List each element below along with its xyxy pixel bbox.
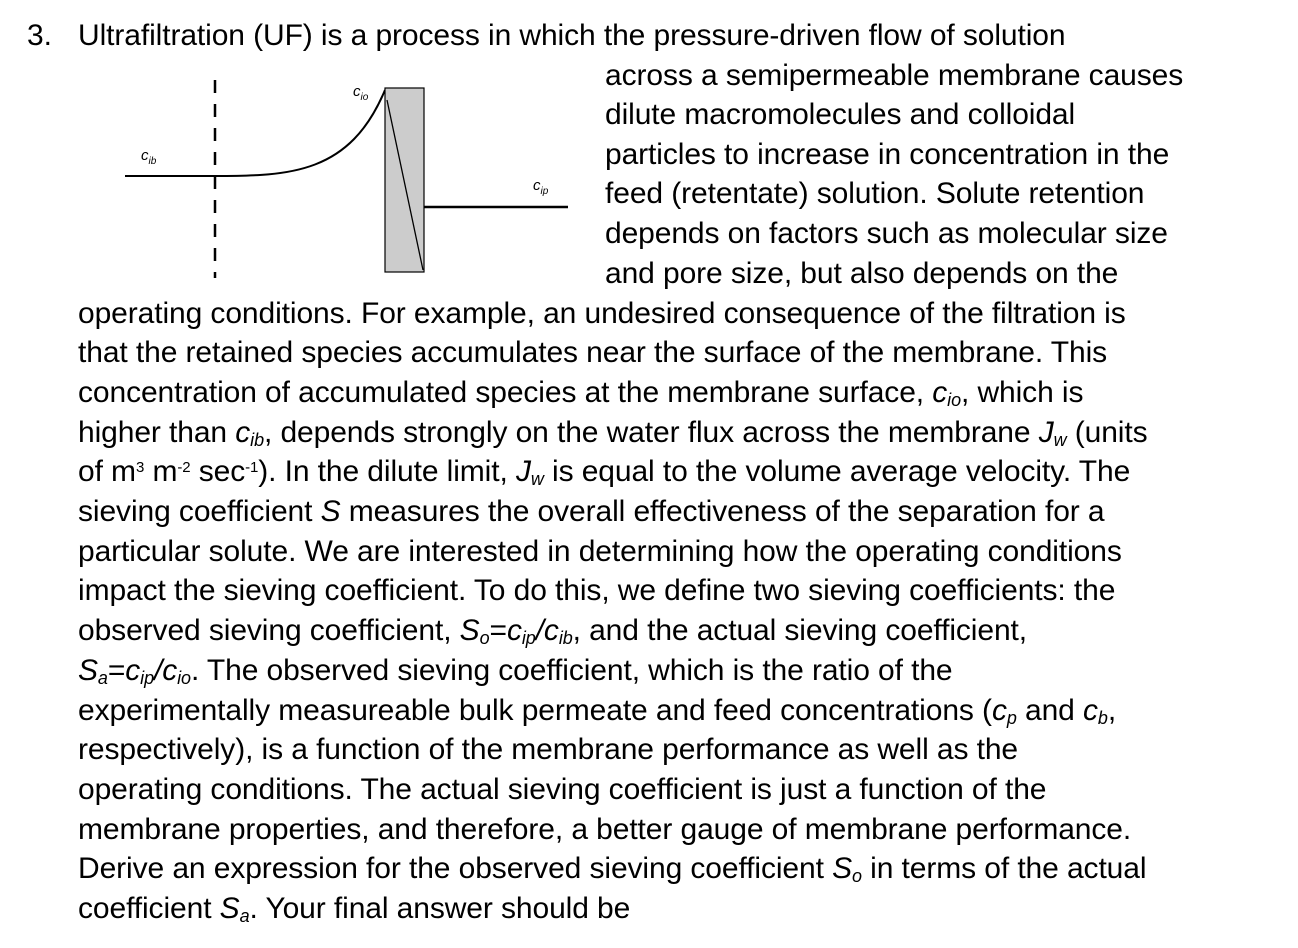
text-line: sieving coefficient S measures the overall effectiveness of the separation for a <box>78 495 1105 528</box>
text-line: operating conditions. For example, an undesired consequence of the filtration is <box>78 297 1126 330</box>
text-line: respectively), is a function of the membrane performance as well as the <box>78 733 1019 766</box>
text-line: operating conditions. The actual sieving coefficient is just a function of the <box>78 773 1047 806</box>
text-line: membrane properties, and therefore, a better gauge of membrane performance. <box>78 813 1132 846</box>
label-cio: $c_{io}$ <box>353 83 369 103</box>
text-line: Derive an expression for the observed sieving coefficient $S_o$ in terms of the actual <box>78 852 1147 886</box>
text-line: feed (retentate) solution. Solute retention <box>605 177 1145 210</box>
text-line: impact the sieving coefficient. To do this, we define two sieving coefficients: the <box>78 574 1116 607</box>
text-line: particular solute. We are interested in determining how the operating conditions <box>78 535 1122 568</box>
label-cib: $c_{ib}$ <box>141 147 157 167</box>
text-line: observed sieving coefficient, $S_o=c_{ip}/c_{ib}$, and the actual sieving coefficient, <box>78 614 1027 648</box>
text-line: depends on factors such as molecular size <box>605 217 1168 250</box>
problem-number: 3. <box>27 19 53 52</box>
concentration-profile-diagram <box>115 70 585 285</box>
text-line: concentration of accumulated species at the membrane surface, $c_{io}$, which is <box>78 376 1084 410</box>
label-cip: $c_{ip}$ <box>533 177 549 197</box>
text-line: of $m^3$ $m^{-2}$ $\sec^{-1}$). In the dilute limit, $J_w$ is equal to the volume average velocity. The <box>78 455 1131 489</box>
text-line: higher than $c_{ib}$, depends strongly on the water flux across the membrane $J_w$ (units <box>78 416 1148 450</box>
text-line: that the retained species accumulates near the surface of the membrane. This <box>78 336 1108 369</box>
text-line: across a semipermeable membrane causes <box>605 59 1184 92</box>
text-line: and pore size, but also depends on the <box>605 257 1119 290</box>
text-line: particles to increase in concentration in the <box>605 138 1170 171</box>
text-line: dilute macromolecules and colloidal <box>605 98 1076 131</box>
text-line: coefficient $S_a$. Your final answer should be <box>78 892 631 926</box>
text-line: Ultrafiltration (UF) is a process in which the pressure-driven flow of solution <box>78 19 1066 52</box>
text-line: experimentally measureable bulk permeate and feed concentrations ($c_p$ and $c_b$, <box>78 694 1117 728</box>
text-line: $S_a=c_{ip}/c_{io}$. The observed sieving coefficient, which is the ratio of the <box>78 654 953 688</box>
feed-concentration-curve <box>125 90 385 176</box>
